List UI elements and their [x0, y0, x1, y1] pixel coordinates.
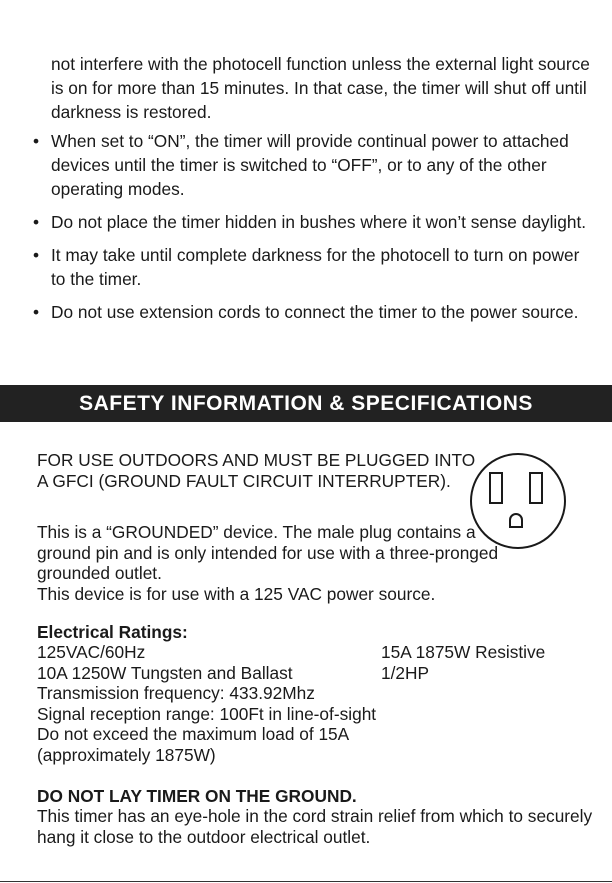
grounded-text: This is a “GROUNDED” device. The male plug contains a ground pin and is only intended for use with a three-pronged grounded outlet.	[37, 522, 499, 583]
warning-text: This timer has an eye-hole in the cord strain relief from which to securely hang it close to the outdoor electrical outlet.	[37, 806, 593, 847]
bullet-text: When set to “ON”, the timer will provide continual power to attached devices until the timer is switched to “OFF”, or to any of the other operating modes.	[51, 131, 569, 199]
bullet-item	[33, 129, 593, 201]
electrical-ratings	[37, 642, 597, 765]
bottom-divider	[0, 881, 612, 882]
bullet-dot: •	[33, 245, 40, 265]
section-banner: SAFETY INFORMATION & SPECIFICATIONS	[0, 385, 612, 422]
rating-row	[37, 663, 597, 684]
rating-line: Transmission frequency: 433.92Mhz	[37, 683, 315, 703]
bullet-dot: •	[33, 131, 40, 151]
rating-right: 15A 1875W Resistive	[381, 642, 546, 662]
bullet-text: Do not place the timer hidden in bushes where it won’t sense daylight.	[51, 212, 587, 232]
bullet-item	[33, 243, 593, 291]
instruction-bullets	[33, 129, 593, 333]
intro-paragraph: not interfere with the photocell function unless the external light source is on for more than 15 minutes. In that case, the timer will shut off until darkness is restored.	[51, 54, 590, 122]
rating-line: (approximately 1875W)	[37, 744, 216, 765]
grounded-device-notice	[37, 522, 507, 604]
bullet-item	[33, 210, 593, 234]
bullet-text: It may take until complete darkness for the photocell to turn on power to the timer.	[51, 245, 580, 289]
rating-left: 10A 1250W Tungsten and Ballast	[37, 662, 293, 683]
rating-line: Signal reception range: 100Ft in line-of-sight	[37, 703, 377, 724]
bullet-text: Do not use extension cords to connect the timer to the power source.	[51, 302, 579, 322]
electrical-ratings-heading: Electrical Ratings:	[37, 622, 188, 642]
bullet-dot: •	[33, 302, 40, 322]
gfci-notice: FOR USE OUTDOORS AND MUST BE PLUGGED INTO A GFCI (GROUND FAULT CIRCUIT INTERRUPTER).	[37, 450, 476, 491]
rating-left: 125VAC/60Hz	[37, 642, 146, 662]
rating-row	[37, 642, 597, 663]
rating-line: Do not exceed the maximum load of 15A	[37, 724, 350, 744]
bullet-dot: •	[33, 212, 40, 232]
power-source-text: This device is for use with a 125 VAC power source.	[37, 583, 436, 604]
warning-heading: DO NOT LAY TIMER ON THE GROUND.	[37, 786, 357, 806]
rating-right: 1/2HP	[381, 662, 430, 683]
bullet-item	[33, 300, 593, 324]
